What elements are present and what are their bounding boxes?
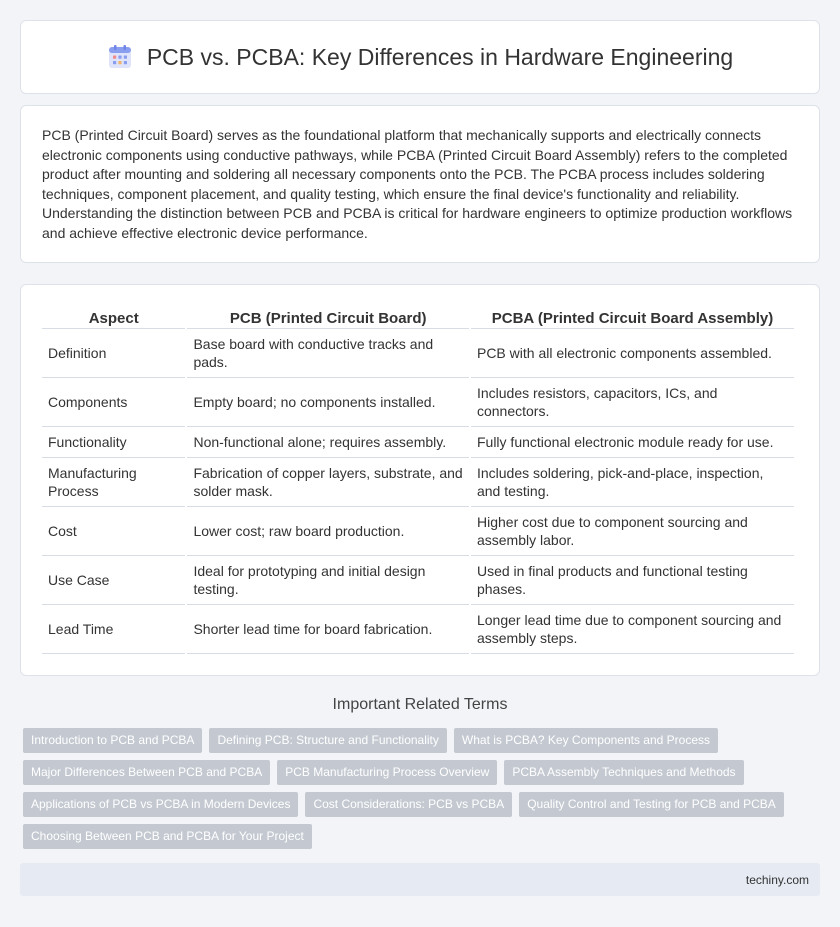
related-terms-tags bbox=[23, 728, 823, 856]
cell-pcba: Used in final products and functional testing phases. bbox=[471, 556, 794, 605]
tag-row bbox=[23, 824, 823, 849]
tag-row bbox=[23, 792, 823, 817]
cell-aspect: Functionality bbox=[42, 427, 185, 458]
table-row bbox=[42, 329, 794, 378]
related-terms-title: Important Related Terms bbox=[332, 696, 508, 713]
comparison-table bbox=[40, 303, 796, 654]
footer bbox=[20, 863, 820, 896]
intro-card bbox=[20, 105, 820, 263]
header-card bbox=[20, 20, 820, 94]
related-tag[interactable]: PCBA Assembly Techniques and Methods bbox=[504, 760, 743, 785]
table-row bbox=[42, 605, 794, 654]
table-row bbox=[42, 427, 794, 458]
cell-pcb: Non-functional alone; requires assembly. bbox=[187, 427, 469, 458]
tag-row bbox=[23, 760, 823, 785]
header-pcba: PCBA (Printed Circuit Board Assembly) bbox=[471, 303, 794, 329]
title-wrap bbox=[107, 44, 733, 71]
cell-pcba: Includes soldering, pick-and-place, inspection, and testing. bbox=[471, 458, 794, 507]
cell-pcb: Base board with conductive tracks and pads. bbox=[187, 329, 469, 378]
table-header-row bbox=[42, 303, 794, 329]
header-aspect: Aspect bbox=[42, 303, 185, 329]
cell-pcb: Fabrication of copper layers, substrate, and solder mask. bbox=[187, 458, 469, 507]
cell-aspect: Manufacturing Process bbox=[42, 458, 185, 507]
related-tag[interactable]: Introduction to PCB and PCBA bbox=[23, 728, 202, 753]
table-row bbox=[42, 556, 794, 605]
cell-pcb: Shorter lead time for board fabrication. bbox=[187, 605, 469, 654]
table-row bbox=[42, 458, 794, 507]
cell-pcba: Longer lead time due to component sourcing and assembly steps. bbox=[471, 605, 794, 654]
header-pcb: PCB (Printed Circuit Board) bbox=[187, 303, 469, 329]
related-tag[interactable]: Defining PCB: Structure and Functionality bbox=[209, 728, 446, 753]
calendar-grid-icon bbox=[107, 44, 133, 70]
cell-aspect: Use Case bbox=[42, 556, 185, 605]
related-tag[interactable]: Cost Considerations: PCB vs PCBA bbox=[305, 792, 512, 817]
table-row bbox=[42, 378, 794, 427]
related-tag[interactable]: Major Differences Between PCB and PCBA bbox=[23, 760, 270, 785]
related-tag[interactable]: Applications of PCB vs PCBA in Modern Devices bbox=[23, 792, 298, 817]
cell-pcba: Includes resistors, capacitors, ICs, and connectors. bbox=[471, 378, 794, 427]
page-title: PCB vs. PCBA: Key Differences in Hardware Engineering bbox=[146, 43, 734, 70]
related-tag[interactable]: Quality Control and Testing for PCB and PCBA bbox=[519, 792, 784, 817]
tag-row bbox=[23, 728, 823, 753]
cell-pcba: Higher cost due to component sourcing and assembly labor. bbox=[471, 507, 794, 556]
comparison-table-card bbox=[20, 284, 820, 676]
cell-aspect: Lead Time bbox=[42, 605, 185, 654]
intro-paragraph: PCB (Printed Circuit Board) serves as the foundational platform that mechanically supports and electrically connects electronic components using conductive pathways, while PCBA (Printed Circuit Board Assembly) refers to the completed product after mounting and soldering all necessary components onto the PCB. The PCBA process includes soldering techniques, component placement, and quality testing, which ensure the final device's functionality and reliability. Understanding the distinction between PCB and PCBA is critical for hardware engineers to optimize production workflows and achieve effective electronic device performance. bbox=[42, 127, 793, 241]
cell-pcb: Lower cost; raw board production. bbox=[187, 507, 469, 556]
cell-pcba: PCB with all electronic components assembled. bbox=[471, 329, 794, 378]
cell-pcb: Ideal for prototyping and initial design testing. bbox=[187, 556, 469, 605]
cell-aspect: Components bbox=[42, 378, 185, 427]
table-row bbox=[42, 507, 794, 556]
related-tag[interactable]: Choosing Between PCB and PCBA for Your Project bbox=[23, 824, 312, 849]
footer-site-link[interactable]: techiny.com bbox=[745, 872, 809, 887]
cell-aspect: Definition bbox=[42, 329, 185, 378]
cell-pcba: Fully functional electronic module ready for use. bbox=[471, 427, 794, 458]
cell-aspect: Cost bbox=[42, 507, 185, 556]
related-tag[interactable]: What is PCBA? Key Components and Process bbox=[454, 728, 718, 753]
related-tag[interactable]: PCB Manufacturing Process Overview bbox=[277, 760, 497, 785]
cell-pcb: Empty board; no components installed. bbox=[187, 378, 469, 427]
